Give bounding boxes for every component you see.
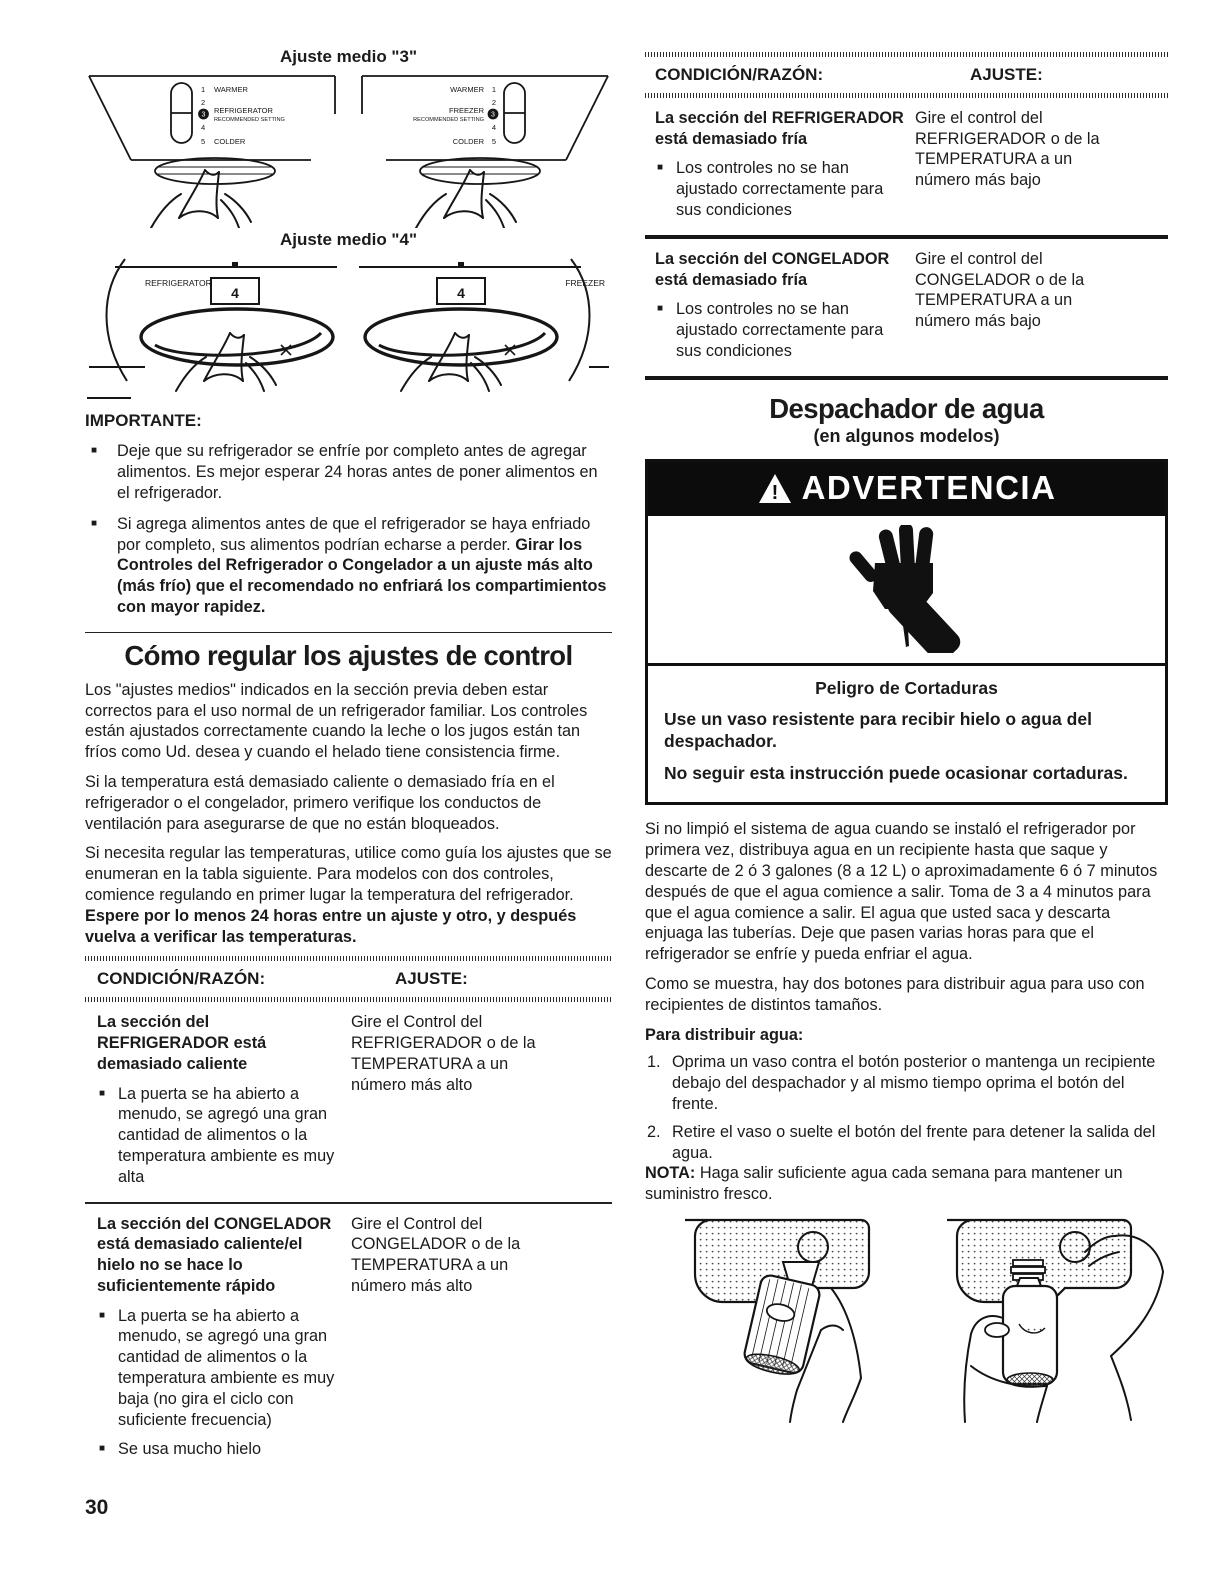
left-column bbox=[85, 45, 612, 1474]
adjustment-cell: Gire el Control del REFRIGERADOR o de la TEMPERATURA a un número más alto bbox=[351, 1013, 536, 1094]
condition-adjustment-table-warm bbox=[85, 956, 612, 1474]
column-header-condition: CONDICIÓN/RAZÓN: bbox=[655, 65, 824, 84]
slider-label-refrigerator: REFRIGERATOR bbox=[214, 105, 273, 115]
table-row bbox=[645, 239, 1168, 376]
condition-cell bbox=[97, 1012, 343, 1187]
slider-label-colder: COLDER bbox=[452, 136, 484, 146]
warning-label: ADVERTENCIA bbox=[801, 469, 1057, 507]
adjustment-cell: Gire el Control del CONGELADOR o de la TEMPERATURA a un número más alto bbox=[351, 1214, 521, 1295]
condition-bullet-text: Los controles no se han ajustado correctamente para sus condiciones bbox=[676, 300, 884, 360]
important-bullet-text: Si agrega alimentos antes de que el refrigerador se haya enfriado por completo, sus alimentos podrían echarse a perder. Girar los Controles del Refrigerador o Congelador a un ajuste más alto (más frío) que el recomendado no enfriará los compartimientos con mayor rapidez. bbox=[117, 514, 607, 616]
slider-number-1: 1 bbox=[201, 84, 206, 94]
steps-heading: Para distribuir agua: bbox=[645, 1025, 804, 1044]
dispenser-paragraph-2: Como se muestra, hay dos botones para distribuir agua para uso con recipientes de distintos tamaños. bbox=[645, 974, 1145, 1014]
section-divider bbox=[85, 632, 612, 633]
slider-label-recommended: RECOMMENDED SETTING bbox=[413, 116, 484, 123]
slider-number-1: 1 bbox=[491, 84, 496, 94]
table-row bbox=[645, 98, 1168, 235]
condition-title: La sección del REFRIGERADOR está demasiado caliente bbox=[97, 1013, 267, 1073]
slider-number-4: 4 bbox=[201, 122, 206, 132]
figure-dial-controls bbox=[85, 253, 612, 399]
slider-label-colder: COLDER bbox=[214, 136, 246, 146]
regular-paragraph-3-bold: Espere por lo menos 24 horas entre un ajuste y otro, y después vuelva a verificar las temperaturas. bbox=[85, 906, 577, 946]
figure2-title: Ajuste medio "4" bbox=[279, 229, 418, 249]
step-item bbox=[645, 1052, 1168, 1114]
slider-number-2: 2 bbox=[491, 97, 496, 107]
condition-bullet-text: La puerta se ha abierto a menudo, se agregó una gran cantidad de alimentos o la temperatura ambiente es muy alta bbox=[118, 1084, 335, 1186]
regular-paragraph-3: Si necesita regular las temperaturas, utilice como guía los ajustes que se enumeran en la tabla siguiente. Para modelos con dos controles, comience regulando en primer lugar la temperatura del refrigerador. Espere por lo menos 24 horas entre un ajuste y otro, y después vuelva a verificar las temperaturas. bbox=[85, 844, 612, 946]
dial-label-refrigerator: REFRIGERATOR bbox=[145, 277, 212, 288]
bullet-square-icon: ■ bbox=[91, 517, 98, 529]
cut-hand-icon bbox=[827, 525, 987, 653]
condition-bullet-text: La puerta se ha abierto a menudo, se agregó una gran cantidad de alimentos o la temperatura ambiente es muy baja (no gira el ciclo con suficiente frecuencia) bbox=[118, 1306, 335, 1429]
svg-text:!: ! bbox=[771, 481, 778, 504]
table-row bbox=[85, 1002, 612, 1201]
bullet-square-icon: ■ bbox=[657, 303, 664, 315]
slider-number-3-selected: 3 bbox=[201, 111, 206, 119]
hazard-title: Peligro de Cortaduras bbox=[815, 677, 998, 698]
condition-bullet-text: Se usa mucho hielo bbox=[118, 1440, 262, 1459]
adjustment-cell: Gire el control del CONGELADOR o de la TEMPERATURA a un número más bajo bbox=[915, 249, 1085, 331]
condition-adjustment-table-cold bbox=[645, 52, 1168, 380]
condition-title: La sección del CONGELADOR está demasiado fría bbox=[655, 249, 890, 289]
important-bullet-text: Deje que su refrigerador se enfríe por completo antes de agregar alimentos. Es mejor esperar 24 horas antes de poner alimentos en el refrigerador. bbox=[117, 442, 598, 502]
condition-title: La sección del CONGELADOR está demasiado caliente/el hielo no se hace lo suficientemente rápido bbox=[97, 1214, 332, 1295]
right-column bbox=[645, 52, 1168, 1424]
condition-bullet bbox=[97, 1306, 343, 1431]
bullet-square-icon: ■ bbox=[99, 1309, 106, 1321]
slider-number-5: 5 bbox=[201, 136, 206, 146]
slider-number-4: 4 bbox=[491, 122, 496, 132]
important-bullet bbox=[85, 441, 612, 503]
regular-paragraph-2: Si la temperatura está demasiado caliente o demasiado fría en el refrigerador o el congelador, primero verifique los conductos de ventilación para asegurarse de que no están bloqueados. bbox=[85, 772, 555, 833]
slider-label-recommended: RECOMMENDED SETTING bbox=[214, 116, 285, 123]
step-text: Retire el vaso o suelte el botón del frente para detener la salida del agua. bbox=[672, 1122, 1156, 1162]
condition-bullet bbox=[655, 158, 907, 220]
warning-box bbox=[645, 459, 1168, 806]
condition-cell bbox=[655, 249, 907, 362]
note-paragraph: NOTA: Haga salir suficiente agua cada semana para mantener un suministro fresco. bbox=[645, 1164, 1123, 1204]
dial-value: 4 bbox=[457, 284, 465, 301]
adjustment-cell: Gire el control del REFRIGERADOR o de la TEMPERATURA a un número más bajo bbox=[915, 108, 1100, 190]
column-header-condition: CONDICIÓN/RAZÓN: bbox=[97, 969, 266, 989]
regular-paragraph-1: Los "ajustes medios" indicados en la sección previa deben estar correctos para el uso normal de un refrigerador familiar. Los controles están ajustados correctamente cuando la leche o los jugos están tan fríos como Ud. desea y cuando el helado tiene consistencia firme. bbox=[85, 680, 588, 762]
regular-section-heading: Cómo regular los ajustes de control bbox=[124, 639, 573, 671]
column-header-adjustment: AJUSTE: bbox=[395, 969, 468, 989]
dispenser-heading: Despachador de agua bbox=[769, 392, 1044, 424]
step-number: 2. bbox=[647, 1122, 661, 1141]
step-number: 1. bbox=[647, 1053, 661, 1072]
condition-title: La sección del REFRIGERADOR está demasiado fría bbox=[655, 108, 904, 148]
warning-icon-area bbox=[648, 516, 1165, 666]
important-bullet bbox=[85, 514, 612, 618]
slider-label-warmer: WARMER bbox=[214, 84, 248, 94]
condition-bullet-text: Los controles no se han ajustado correctamente para sus condiciones bbox=[676, 159, 884, 219]
important-section bbox=[85, 411, 612, 618]
table-header-row bbox=[645, 57, 1168, 93]
step-text: Oprima un vaso contra el botón posterior o mantenga un recipiente debajo del despachador y al mismo tiempo oprima el botón del frente. bbox=[672, 1053, 1156, 1113]
dispenser-subheading: (en algunos modelos) bbox=[813, 425, 1000, 446]
slider-number-3-selected: 3 bbox=[491, 111, 495, 119]
condition-bullet bbox=[97, 1084, 343, 1188]
warning-triangle-icon bbox=[757, 473, 793, 505]
bullet-square-icon: ■ bbox=[99, 1443, 106, 1455]
column-header-adjustment: AJUSTE: bbox=[970, 65, 1043, 84]
important-heading: IMPORTANTE: bbox=[85, 410, 202, 430]
bullet-square-icon: ■ bbox=[99, 1087, 106, 1099]
slider-label-warmer: WARMER bbox=[450, 84, 484, 94]
warning-instruction-2: No seguir esta instrucción puede ocasionar cortaduras. bbox=[664, 763, 1128, 784]
warning-text-area bbox=[648, 666, 1165, 803]
note-label: NOTA: bbox=[645, 1164, 696, 1183]
figure-dispenser-usage bbox=[645, 1214, 1168, 1424]
step-item bbox=[645, 1122, 1168, 1164]
slider-number-2: 2 bbox=[201, 97, 206, 107]
condition-cell bbox=[655, 108, 907, 221]
condition-bullet bbox=[97, 1439, 343, 1460]
dispenser-paragraph-1: Si no limpió el sistema de agua cuando se instaló el refrigerador por primera vez, distribuya agua en un recipiente hasta que saque y descarte de 2 ó 3 galones (8 a 12 L) o aproximadamente 6 ó 7 minutos después de que el agua comience a salir. Toma de 3 a 4 minutos para que el agua comience a salir. El agua que usted saca y descarta enjuaga las tuberías. Deje que pasen varias horas para que el refrigerador se enfríe y pueda enfriar el agua. bbox=[645, 820, 1158, 964]
warning-instruction-1: Use un vaso resistente para recibir hielo o agua del despachador. bbox=[664, 709, 1092, 752]
bullet-square-icon: ■ bbox=[91, 445, 98, 457]
figure1-title: Ajuste medio "3" bbox=[279, 47, 418, 66]
warning-header-bar bbox=[648, 462, 1165, 516]
slider-number-5: 5 bbox=[491, 136, 496, 146]
dial-label-freezer: FREEZER bbox=[565, 277, 605, 288]
table-row bbox=[85, 1204, 612, 1475]
table-header-row bbox=[85, 961, 612, 997]
dial-value: 4 bbox=[231, 284, 239, 301]
condition-cell bbox=[97, 1214, 343, 1461]
figure-slider-controls bbox=[85, 70, 612, 228]
slider-label-freezer: FREEZER bbox=[448, 105, 484, 115]
bullet-square-icon: ■ bbox=[657, 162, 664, 174]
page-number: 30 bbox=[85, 1496, 109, 1519]
important-bullet-bold: Girar los Controles del Refrigerador o Congelador a un ajuste más alto (más frío) que el recomendado no enfriará los compartimientos con mayor rapidez. bbox=[117, 535, 607, 616]
condition-bullet bbox=[655, 299, 907, 361]
